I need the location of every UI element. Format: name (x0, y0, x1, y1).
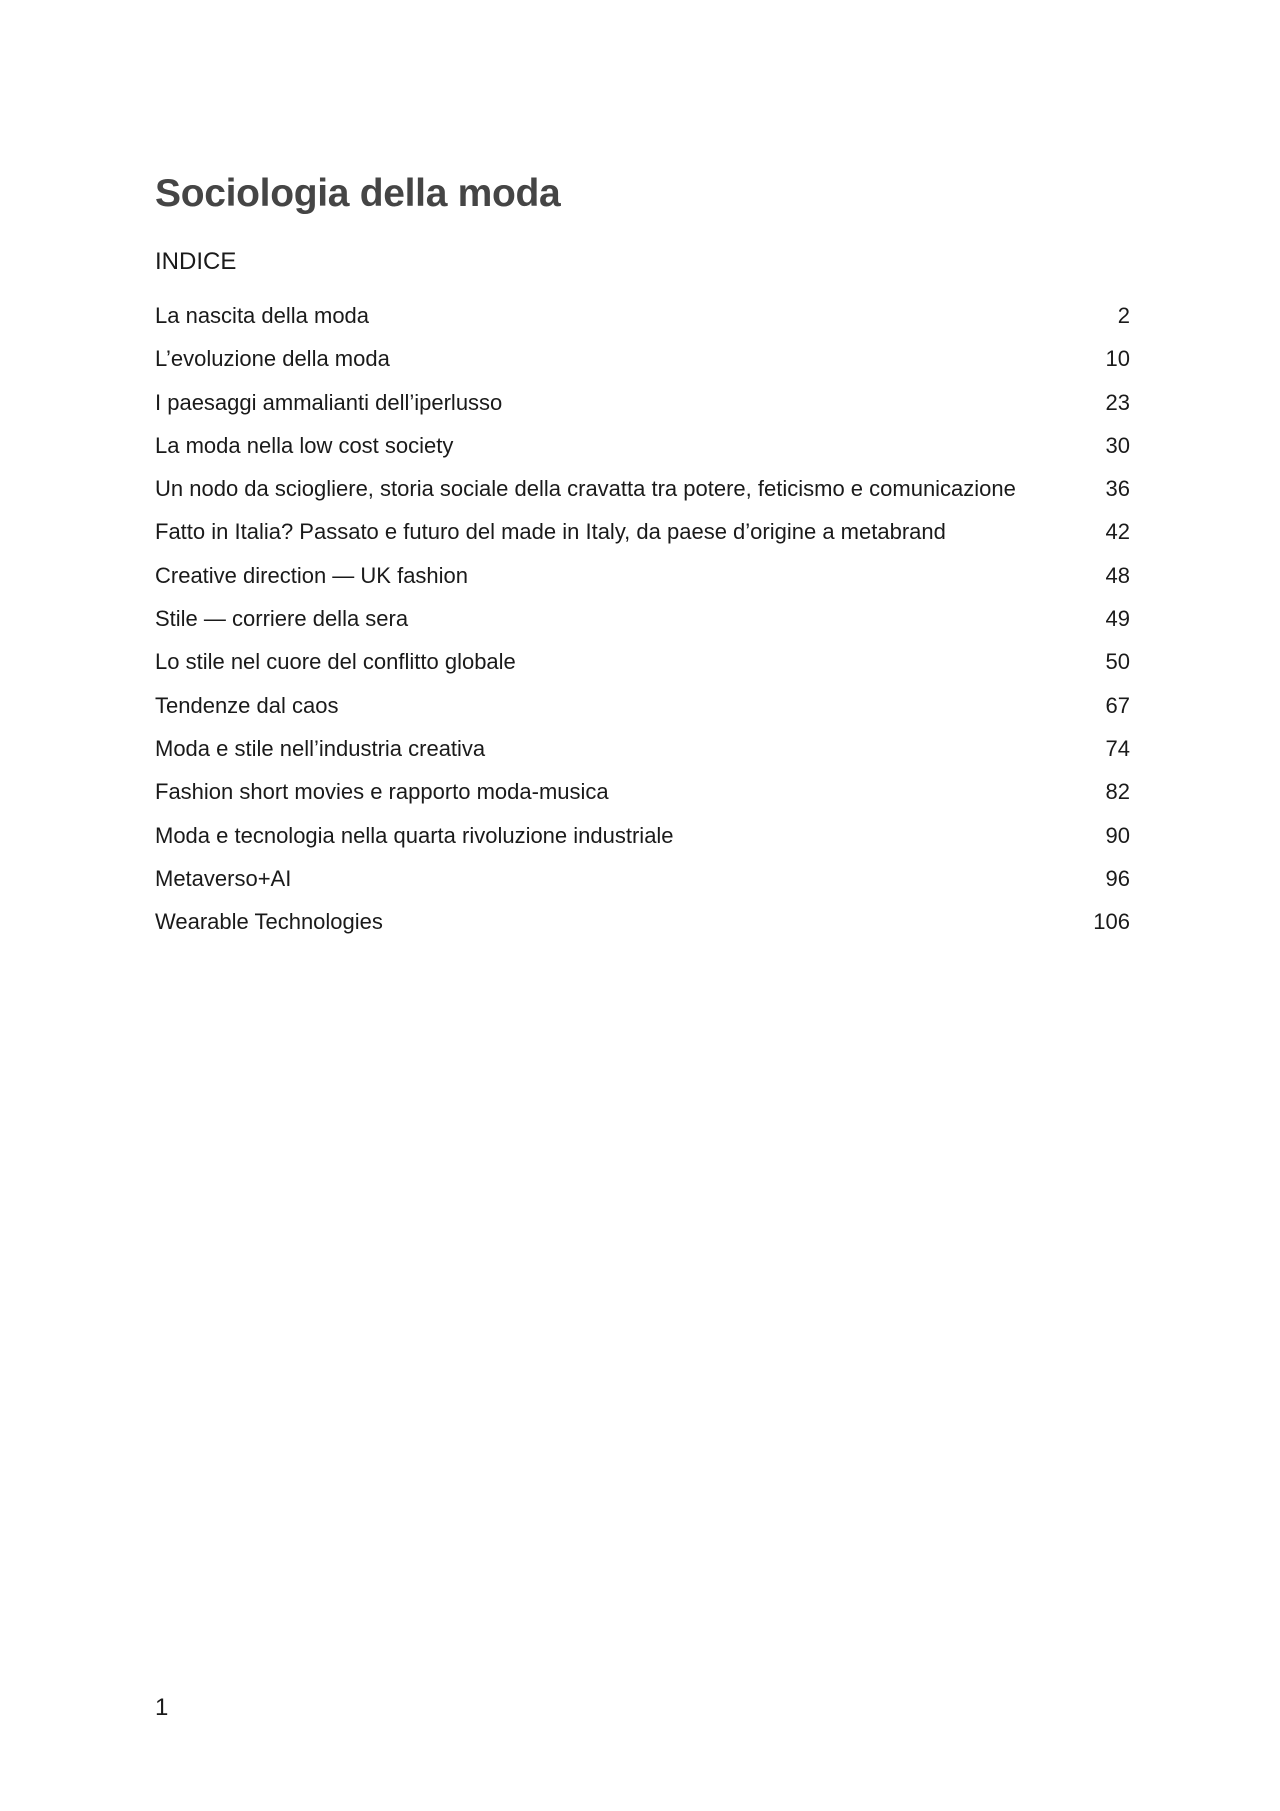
toc-entry-page: 30 (1105, 432, 1130, 458)
toc-entry-title: Fatto in Italia? Passato e futuro del made in Italy, da paese d’origine a metabrand (155, 519, 946, 545)
toc-entry (155, 648, 1130, 691)
toc-entry-title: L’evoluzione della moda (155, 346, 390, 372)
toc-entry-page: 96 (1105, 865, 1130, 891)
toc-entry-page: 106 (1093, 909, 1130, 935)
toc-entry-title: La nascita della moda (155, 303, 370, 328)
toc-entry (155, 908, 1130, 951)
toc-entry-title: Fashion short movies e rapporto moda-musica (155, 779, 609, 805)
index-heading: INDICE (155, 248, 237, 275)
toc-entry-page: 10 (1105, 346, 1130, 372)
toc-entry-title: Moda e tecnologia nella quarta rivoluzione industriale (155, 822, 674, 848)
toc-entry-title: Un nodo da sciogliere, storia sociale della cravatta tra potere, feticismo e comunicazione (155, 476, 1016, 502)
toc-entry-page: 49 (1105, 606, 1130, 632)
toc-entry-page: 36 (1105, 476, 1130, 502)
toc-entry-page: 2 (1117, 303, 1130, 328)
toc-entry-title: Lo stile nel cuore del conflitto globale (155, 649, 516, 675)
toc-entry-title: Metaverso+AI (155, 865, 292, 891)
toc-entry (155, 518, 1130, 561)
page-number: 1 (155, 1694, 169, 1721)
toc-entry (155, 778, 1130, 821)
toc-entry (155, 475, 1130, 518)
toc-entry-title: Moda e stile nell’industria creativa (155, 735, 486, 761)
toc-entry-title: Wearable Technologies (155, 909, 383, 935)
toc-entry-title: Creative direction — UK fashion (155, 562, 469, 588)
toc-entry-page: 50 (1105, 649, 1130, 675)
toc-entry-page: 74 (1105, 735, 1130, 761)
toc-entry-page: 67 (1105, 692, 1130, 718)
toc-entry-page: 42 (1105, 519, 1130, 545)
toc-entry-page: 23 (1105, 389, 1130, 415)
toc-entry (155, 735, 1130, 778)
table-of-contents (155, 302, 1130, 951)
toc-entry (155, 345, 1130, 388)
toc-entry-title: Tendenze dal caos (155, 692, 339, 718)
toc-entry (155, 432, 1130, 475)
toc-entry (155, 692, 1130, 735)
toc-entry-title: Stile — corriere della sera (155, 606, 409, 632)
toc-entry-title: La moda nella low cost society (155, 432, 454, 458)
toc-entry (155, 302, 1130, 345)
toc-entry (155, 605, 1130, 648)
toc-entry (155, 389, 1130, 432)
toc-entry-page: 90 (1105, 822, 1130, 848)
toc-entry-title: I paesaggi ammalianti dell’iperlusso (155, 389, 503, 415)
toc-entry (155, 865, 1130, 908)
toc-entry-page: 82 (1105, 779, 1130, 805)
toc-entry (155, 562, 1130, 605)
toc-entry (155, 822, 1130, 865)
toc-entry-page: 48 (1105, 562, 1130, 588)
page-title: Sociologia della moda (155, 172, 561, 215)
